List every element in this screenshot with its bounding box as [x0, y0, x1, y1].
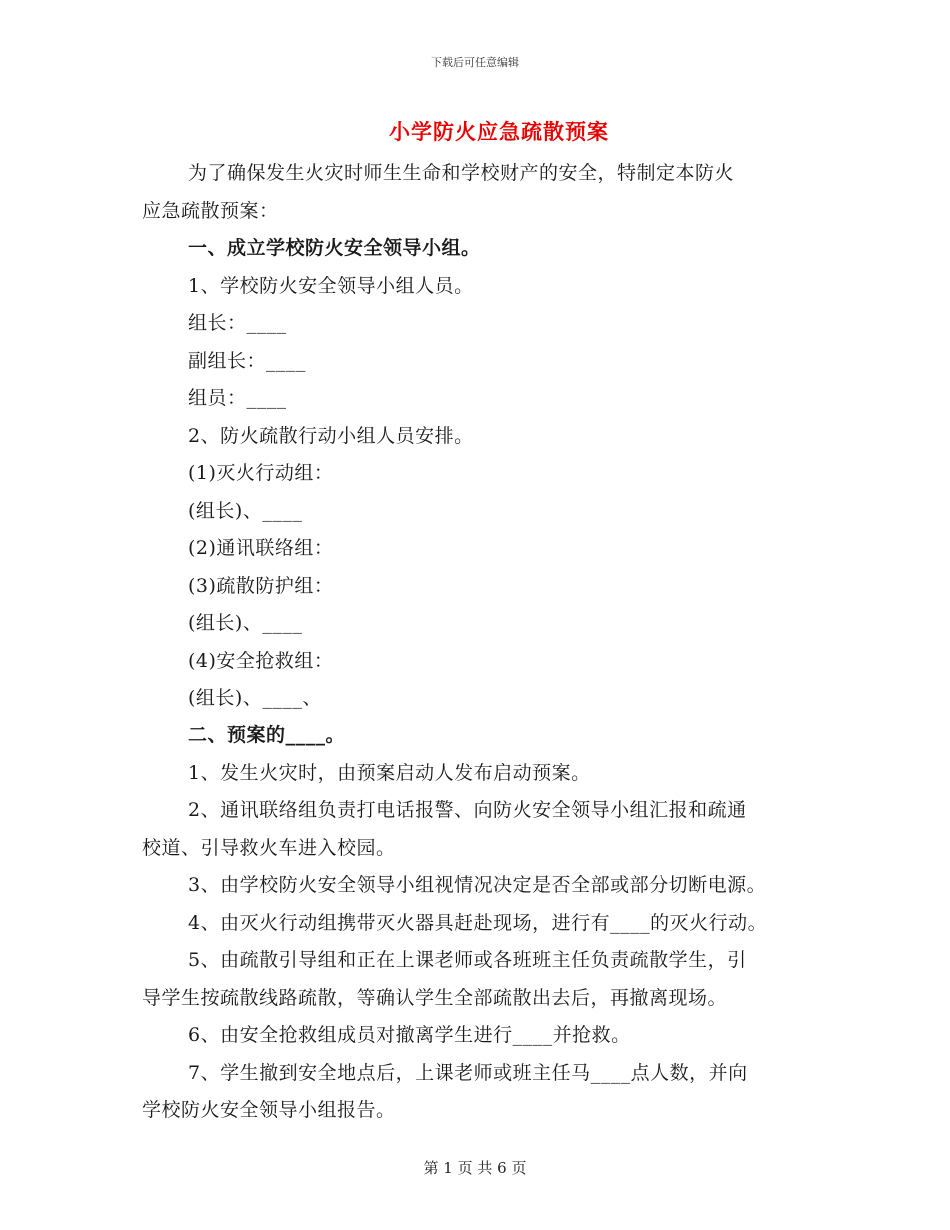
list-item: 组员：____ [188, 387, 287, 409]
list-item: 1、发生火灾时，由预案启动人发布启动预案。 [188, 762, 591, 784]
list-item: (1)灭火行动组： [188, 462, 334, 484]
list-item: 5、由疏散引导组和正在上课老师或各班班主任负责疏散学生，引 [188, 949, 747, 971]
paragraph-intro-line-2: 应急疏散预案： [142, 200, 279, 222]
list-item: 6、由安全抢救组成员对撤离学生进行____并抢救。 [188, 1024, 631, 1046]
list-item: 2、通讯联络组负责打电话报警、向防火安全领导小组汇报和疏通 [188, 799, 747, 821]
list-item: (3)疏散防护组： [188, 575, 334, 597]
list-item: 组长：____ [188, 312, 287, 334]
list-item: (组长)、____ [188, 612, 303, 634]
page-header-note: 下载后可任意编辑 [431, 56, 519, 69]
page-number-footer: 第 1 页 共 6 页 [423, 1159, 527, 1177]
list-item: (2)通讯联络组： [188, 537, 334, 559]
list-item: (组长)、____ [188, 500, 303, 522]
list-item: 副组长：____ [188, 350, 307, 372]
list-item: 1、学校防火安全领导小组人员。 [188, 275, 474, 297]
list-item-continuation: 导学生按疏散线路疏散，等确认学生全部疏散出去后，再撤离现场。 [142, 987, 728, 1009]
section-heading-2: 二、预案的____。 [188, 724, 346, 746]
list-item: 4、由灭火行动组携带灭火器具赶赴现场，进行有____的灭火行动。 [188, 912, 768, 934]
section-heading-1: 一、成立学校防火安全领导小组。 [188, 237, 481, 259]
paragraph-intro-line-1: 为了确保发生火灾时师生生命和学校财产的安全，特制定本防火 [188, 162, 735, 184]
list-item: (组长)、____、 [188, 687, 322, 709]
list-item: 2、防火疏散行动小组人员安排。 [188, 425, 474, 447]
document-title: 小学防火应急疏散预案 [389, 119, 609, 144]
list-item-continuation: 学校防火安全领导小组报告。 [142, 1099, 396, 1121]
list-item-continuation: 校道、引导救火车进入校园。 [142, 837, 396, 859]
list-item: 7、学生撤到安全地点后，上课老师或班主任马____点人数，并向 [188, 1062, 748, 1084]
list-item: (4)安全抢救组： [188, 650, 334, 672]
list-item: 3、由学校防火安全领导小组视情况决定是否全部或部分切断电源。 [188, 874, 767, 896]
